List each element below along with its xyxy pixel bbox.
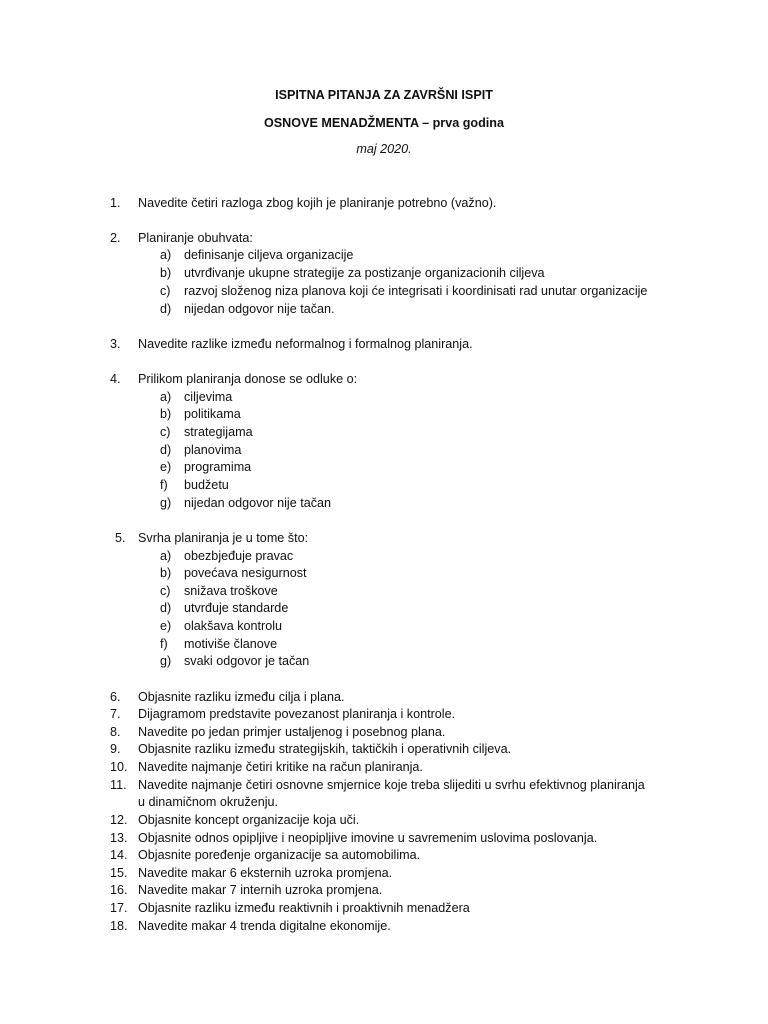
question-number: 1. [110,196,121,210]
question-text: u dinamičnom okruženju. [138,795,279,809]
option-letter: c) [160,425,171,439]
option-letter: g) [160,654,172,668]
question-number: 5. [115,531,126,545]
question-text: Navedite četiri razloga zbog kojih je planiranje potrebno (važno). [138,196,497,210]
question-text: Objasnite razliku između strategijskih, taktičkih i operativnih ciljeva. [138,742,512,756]
document-subtitle: OSNOVE MENADŽMENTA – prva godina [263,116,504,130]
question-text: Navedite razlike između neformalnog i formalnog planiranja. [138,337,473,351]
question-number: 18. [110,919,128,933]
option-letter: b) [160,407,172,421]
question-number: 12. [110,813,128,827]
question-text: Objasnite razliku između cilja i plana. [138,690,345,704]
question-text: Objasnite poređenje organizacije sa automobilima. [138,848,421,862]
question-number: 11. [110,778,127,792]
option-letter: a) [160,390,172,404]
option-letter: e) [160,460,172,474]
question-number: 2. [110,231,121,245]
option-letter: e) [160,619,172,633]
option-letter: d) [160,443,172,457]
option-text: ciljevima [184,390,233,404]
option-text: nijedan odgovor nije tačan [184,496,332,510]
question-text: Navedite najmanje četiri kritike na račun planiranja. [138,760,423,774]
question-number: 14. [110,848,128,862]
option-letter: f) [160,637,168,651]
question-text: Planiranje obuhvata: [138,231,253,245]
option-letter: b) [160,266,172,280]
option-text: olakšava kontrolu [184,619,283,633]
option-text: strategijama [184,425,253,439]
question-number: 10. [110,760,128,774]
option-letter: f) [160,478,168,492]
option-text: svaki odgovor je tačan [184,654,310,668]
option-letter: b) [160,566,172,580]
option-text: utvrđuje standarde [184,601,289,615]
option-text: politikama [184,407,241,421]
option-text: snižava troškove [184,584,278,598]
option-text: motiviše članove [184,637,278,651]
question-number: 8. [110,725,121,739]
question-number: 13. [110,831,128,845]
question-text: Navedite po jedan primjer ustaljenog i posebnog plana. [138,725,446,739]
document-date: maj 2020. [356,142,412,156]
question-number: 4. [110,372,121,386]
question-text: Navedite makar 7 internih uzroka promjena. [138,883,383,897]
question-text: Navedite makar 4 trenda digitalne ekonomije. [138,919,391,933]
question-number: 15. [110,866,128,880]
question-text: Prilikom planiranja donose se odluke o: [138,372,358,386]
question-text: Objasnite razliku između reaktivnih i proaktivnih menadžera [138,901,470,915]
option-letter: g) [160,496,172,510]
option-text: planovima [184,443,242,457]
question-text: Dijagramom predstavite povezanost planiranja i kontrole. [138,707,456,721]
option-letter: c) [160,284,171,298]
option-letter: d) [160,302,172,316]
question-number: 6. [110,690,121,704]
option-letter: a) [160,248,172,262]
option-letter: a) [160,549,172,563]
option-text: utvrđivanje ukupne strategije za postizanje organizacionih ciljeva [184,266,545,280]
option-letter: c) [160,584,171,598]
question-number: 9. [110,742,121,756]
option-text: razvoj složenog niza planova koji će integrisati i koordinisati rad unutar organizacije [184,284,648,298]
question-number: 7. [110,707,121,721]
option-text: programima [184,460,252,474]
question-text: Svrha planiranja je u tome što: [138,531,309,545]
document-title: ISPITNA PITANJA ZA ZAVRŠNI ISPIT [275,88,493,102]
question-text: Navedite najmanje četiri osnovne smjernice koje treba slijediti u svrhu efektivnog planiranja [138,778,645,792]
option-text: budžetu [184,478,229,492]
question-number: 17. [110,901,128,915]
question-text: Objasnite odnos opipljive i neopipljive imovine u savremenim uslovima poslovanja. [138,831,598,845]
question-number: 16. [110,883,128,897]
question-text: Objasnite koncept organizacije koja uči. [138,813,360,827]
question-number: 3. [110,337,121,351]
option-letter: d) [160,601,172,615]
option-text: povećava nesigurnost [184,566,307,580]
option-text: obezbjeđuje pravac [184,549,294,563]
option-text: definisanje ciljeva organizacije [184,248,354,262]
option-text: nijedan odgovor nije tačan. [184,302,335,316]
question-text: Navedite makar 6 eksternih uzroka promjena. [138,866,393,880]
